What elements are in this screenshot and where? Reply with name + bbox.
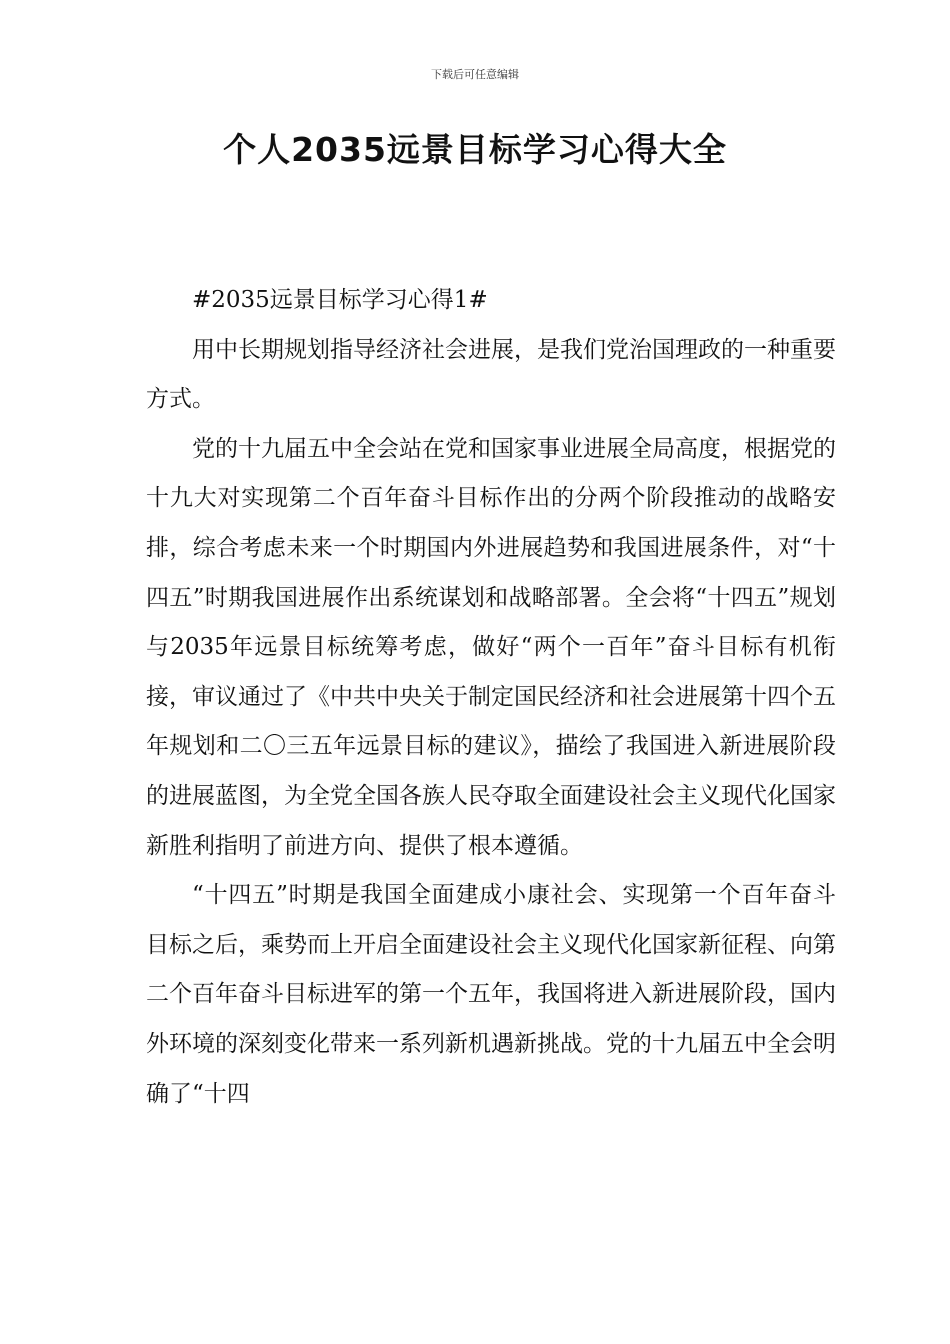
paragraph-1: 用中长期规划指导经济社会进展，是我们党治国理政的一种重要方式。 <box>146 336 836 413</box>
header-note: 下载后可任意编辑 <box>431 68 519 81</box>
document-title: 个人2035远景目标学习心得大全 <box>223 130 727 169</box>
paragraph-3: “十四五”时期是我国全面建成小康社会、实现第一个百年奋斗目标之后，乘势而上开启全面建设社会主义现代化国家新征程、向第二个百年奋斗目标进军的第一个五年，我国将进入新进展阶段，国内外环境的深刻变化带来一系列新机遇新挑战。党的十九届五中全会明确了“十四 <box>146 882 836 1107</box>
document-body <box>146 276 836 1119</box>
section-heading: #2035远景目标学习心得1# <box>192 287 488 313</box>
paragraph-2: 党的十九届五中全会站在党和国家事业进展全局高度，根据党的十九大对实现第二个百年奋斗目标作出的分两个阶段推动的战略安排，综合考虑未来一个时期国内外进展趋势和我国进展条件，对“十四五”时期我国进展作出系统谋划和战略部署。全会将“十四五”规划与2035年远景目标统筹考虑，做好“两个一百年”奋斗目标有机衔接，审议通过了《中共中央关于制定国民经济和社会进展第十四个五年规划和二〇三五年远景目标的建议》，描绘了我国进入新进展阶段的进展蓝图，为全党全国各族人民夺取全面建设社会主义现代化国家新胜利指明了前进方向、提供了根本遵循。 <box>146 435 836 859</box>
